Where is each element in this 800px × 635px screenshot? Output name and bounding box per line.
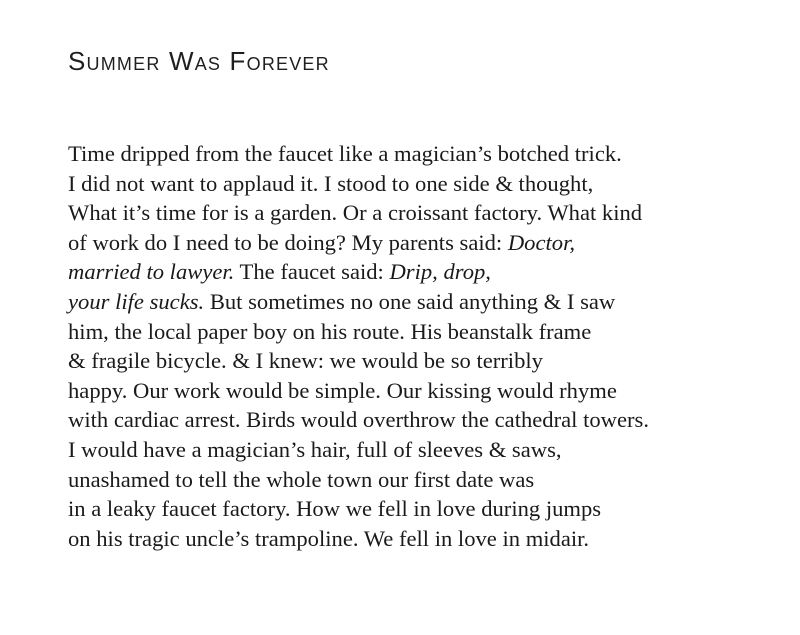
poem-line	[68, 405, 649, 435]
poem-italic-text: Drip, drop,	[389, 259, 491, 285]
poem-line-text: in a leaky faucet factory. How we fell in love during jumps	[68, 496, 602, 522]
poem-line-text: But sometimes no one said anything & I saw	[204, 288, 616, 314]
poem-line	[68, 317, 649, 347]
poem-line	[68, 198, 649, 228]
poem-line	[68, 169, 649, 199]
poem-line-text: him, the local paper boy on his route. His beanstalk frame	[68, 318, 592, 344]
poem-line-text: with cardiac arrest. Birds would overthrow the cathedral towers.	[68, 407, 649, 433]
poem-line-text: The faucet said:	[234, 259, 390, 285]
poem-line	[68, 346, 649, 376]
poem-line-text: unashamed to tell the whole town our first date was	[68, 466, 535, 492]
poem-line-text: I would have a magician’s hair, full of sleeves & saws,	[68, 436, 562, 462]
poem-line	[68, 139, 649, 169]
poem-line	[68, 494, 649, 524]
poem-line-text: of work do I need to be doing? My parents said:	[68, 229, 508, 255]
poem-line	[68, 287, 649, 317]
poem-line-text: happy. Our work would be simple. Our kissing would rhyme	[68, 377, 617, 403]
poem-line-text: on his tragic uncle’s trampoline. We fell in love in midair.	[68, 525, 590, 551]
poem-line	[68, 465, 649, 495]
poem-title: Summer Was Forever	[68, 46, 330, 76]
poem-line	[68, 376, 649, 406]
poem-line-text: I did not want to applaud it. I stood to one side & thought,	[68, 170, 594, 196]
poem-line-text: & fragile bicycle. & I knew: we would be so terribly	[68, 348, 543, 374]
poem-italic-text: married to lawyer.	[68, 259, 235, 285]
poem-line	[68, 524, 649, 554]
poem-line	[68, 257, 649, 287]
poem-line	[68, 228, 649, 258]
poem-italic-text: Doctor,	[507, 229, 576, 255]
poem-line-text: What it’s time for is a garden. Or a croissant factory. What kind	[68, 200, 643, 226]
poem-line	[68, 435, 649, 465]
poem-body	[68, 139, 649, 553]
poem-italic-text: your life sucks.	[68, 288, 205, 314]
poem-line-text: Time dripped from the faucet like a magician’s botched trick.	[68, 141, 622, 166]
